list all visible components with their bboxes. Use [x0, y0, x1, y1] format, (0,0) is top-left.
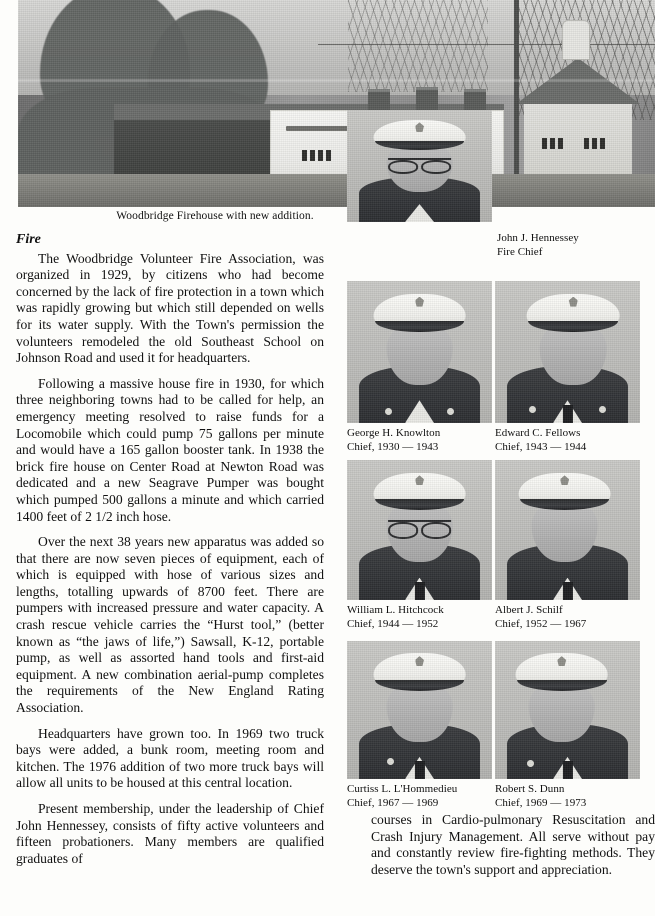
chief-name: William L. Hitchcock	[347, 604, 444, 616]
chief-name: Albert J. Schilf	[495, 604, 563, 616]
left-text-column	[16, 232, 324, 867]
portrait-uniform-button	[385, 408, 392, 415]
body-paragraph-2: Following a massive house fire in 1930, for which three neighboring towns had to be called for help, an emergency meeting resolved to raise funds for a Locomobile which could pump 75 gallons per minute and would have a 165 gallon booster tank. In 1938 the brick fire house on Center Road at Newton Road was dedicated and a new Seagrave Pumper was bought which pumped 500 gallons a minute and which carried 1400 feet of 2 1/2 inch hose.	[16, 375, 324, 524]
portrait-cap-brim	[375, 141, 465, 150]
portrait-necktie	[562, 761, 572, 779]
body-paragraph-continuation: courses in Cardio-pulmonary Resuscitation and Crash Injury Management. All serve without pay and constantly review fire-fighting methods. They deserve the town's support and appreciation.	[371, 812, 655, 877]
body-paragraph-4: Headquarters have grown too. In 1969 two truck bays were added, a bunk room, meeting room and kitchen. The 1976 addition of two more truck bays will allow all units to be housed at this central location.	[16, 725, 324, 791]
chief-caption-lhommedieu	[347, 783, 499, 810]
portrait-eyeglasses	[388, 520, 452, 535]
portrait-uniform-button	[387, 758, 394, 765]
chief-caption-hennessey	[497, 232, 647, 259]
chief-name: John J. Hennessey	[497, 232, 579, 244]
portrait-uniform-button	[599, 406, 606, 413]
portrait-eyeglasses	[388, 158, 452, 170]
portrait-cap-brim	[528, 321, 618, 332]
chief-name: Robert S. Dunn	[495, 783, 565, 795]
chief-caption-schilf	[495, 604, 645, 631]
portrait-uniform-button	[529, 406, 536, 413]
chief-portrait-fellows	[495, 281, 640, 423]
chief-title: Fire Chief	[497, 245, 543, 258]
chief-title: Chief, 1930 — 1943	[347, 440, 439, 453]
photo-cupola	[562, 20, 590, 60]
chief-portrait-schilf	[495, 460, 640, 600]
portrait-cap-brim	[375, 680, 465, 691]
portrait-necktie	[562, 405, 572, 423]
photo-ground	[18, 174, 655, 207]
firehouse-photo	[18, 0, 655, 207]
photo-bay-door-lights-left	[302, 150, 331, 161]
chief-title: Chief, 1952 — 1967	[495, 617, 587, 630]
portrait-cap-brim	[375, 499, 465, 510]
chief-title: Chief, 1969 — 1973	[495, 796, 587, 809]
photo-right-house-door-lights-left	[542, 138, 563, 149]
chief-portrait-hitchcock	[347, 460, 492, 600]
chief-name: Edward C. Fellows	[495, 427, 581, 439]
body-paragraph-3: Over the next 38 years new apparatus was added so that there are now seven pieces of equipment, each of which is equipped with hose of various sizes and lengths, totalling upwards of 8700 feet. There are pumpers with increased pressure and water capacity. A crash rescue vehicle carries the “Hurst tool,” (better known as “the jaws of life,”) Sawsall, K-12, portable pump, as well as assorted hand tools and first-aid equipment. A new combination aerial-pump completes the requirements of the New England Rating Association.	[16, 534, 324, 716]
chief-portrait-knowlton	[347, 281, 492, 423]
chief-caption-hitchcock	[347, 604, 497, 631]
portrait-uniform-button	[447, 408, 454, 415]
portrait-necktie	[562, 582, 572, 600]
body-paragraph-5: Present membership, under the leadership of Chief John Hennessey, consists of fifty active volunteers and fifteen probationers. Many members are qualified graduates of	[16, 801, 324, 866]
portrait-cap-brim	[375, 321, 465, 332]
chief-caption-dunn	[495, 783, 645, 810]
right-text-column	[371, 812, 655, 878]
photo-scan-artifact	[18, 79, 655, 82]
chief-title: Chief, 1944 — 1952	[347, 617, 439, 630]
portrait-cap-brim	[517, 680, 607, 691]
portrait-cap-brim	[520, 499, 610, 510]
chief-name: Curtiss L. L'Hommedieu	[347, 783, 458, 795]
photo-dormer-3	[464, 92, 486, 110]
portrait-necktie	[414, 761, 424, 779]
chief-portrait-hennessey	[347, 110, 492, 222]
chief-portrait-lhommedieu	[347, 641, 492, 779]
photo-utility-wire	[318, 44, 655, 45]
firehouse-photo-caption: Woodbridge Firehouse with new addition.	[116, 210, 314, 222]
photo-dormer-2	[416, 90, 438, 110]
portrait-necktie	[414, 582, 424, 600]
photo-utility-pole	[514, 0, 519, 200]
section-heading-fire: Fire	[16, 232, 41, 247]
portrait-uniform-button	[527, 760, 534, 767]
photo-right-house-door-lights-right	[584, 138, 605, 149]
chief-caption-fellows	[495, 427, 645, 454]
body-paragraph-1: The Woodbridge Volunteer Fire Association, was organized in 1929, by citizens who had become concerned by the lack of fire protection in a town which was rapidly growing but which still depended on wells for its water supply. With the Town's permission the volunteers remodeled the old Southeast School on Johnson Road and used it for headquarters.	[16, 250, 324, 366]
chief-portrait-dunn	[495, 641, 640, 779]
photo-dormer-1	[368, 92, 390, 110]
chief-title: Chief, 1967 — 1969	[347, 796, 439, 809]
chief-title: Chief, 1943 — 1944	[495, 440, 587, 453]
chief-caption-knowlton	[347, 427, 497, 454]
chief-name: George H. Knowlton	[347, 427, 441, 439]
